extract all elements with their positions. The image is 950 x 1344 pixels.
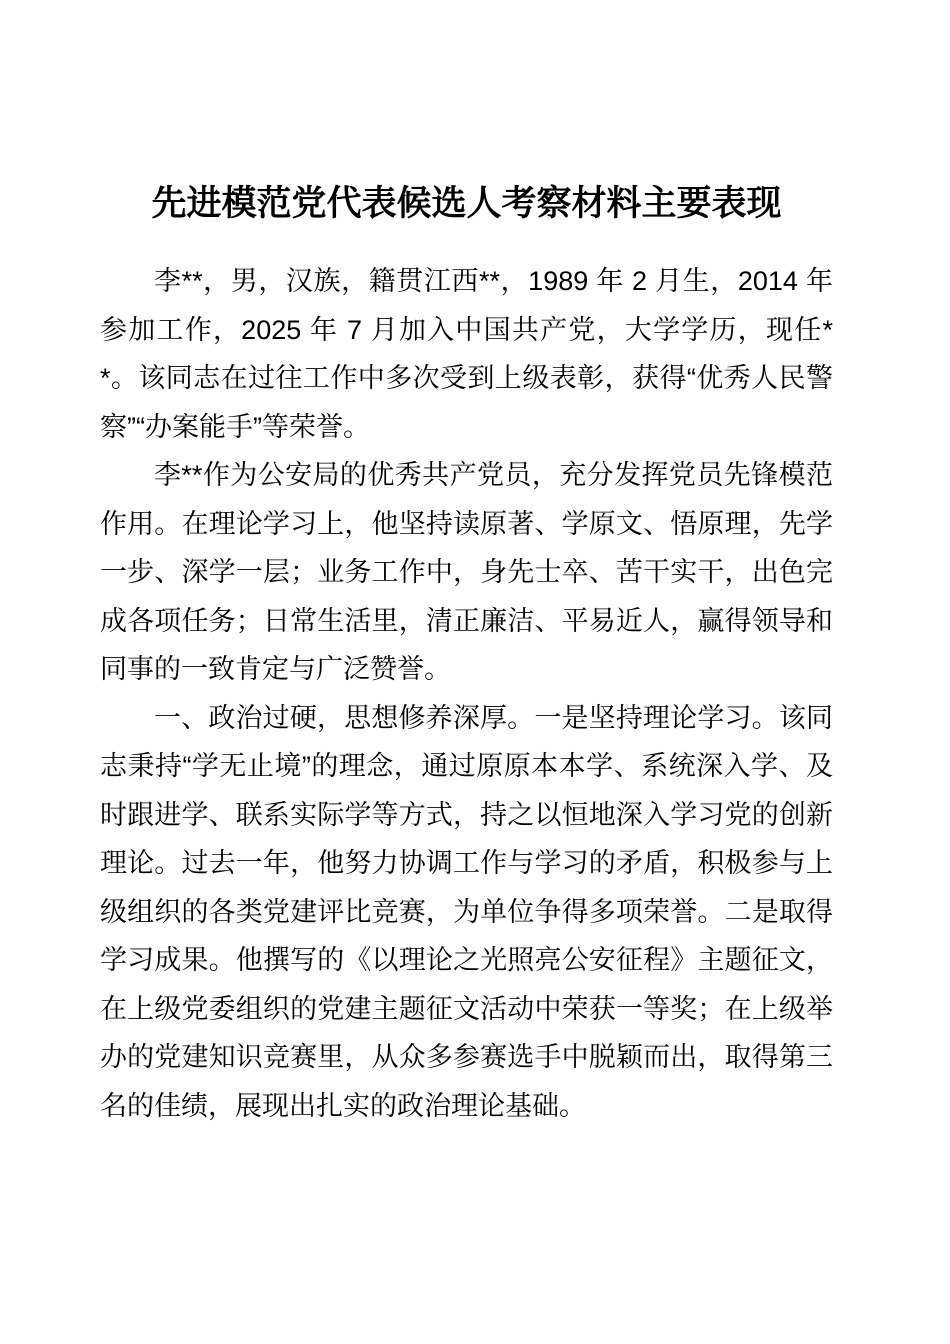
paragraph-basic-info: 李**，男，汉族，籍贯江西**，1989 年 2 月生，2014 年参加工作，2025 年 7 月加入中国共产党，大学学历，现任**。该同志在过往工作中多次受到上级表彰，获得“优秀人民警察”“办案能手”等荣誉。 (100, 266, 833, 442)
paragraph-overview: 李**作为公安局的优秀共产党员，充分发挥党员先锋模范作用。在理论学习上，他坚持读原著、学原文、悟原理，先学一步、深学一层；业务工作中，身先士卒、苦干实干，出色完成各项任务；日常生活里，清正廉洁、平易近人，赢得领导和同事的一致肯定与广泛赞誉。 (100, 460, 833, 684)
document-title: 先进模范党代表候选人考察材料主要表现 (151, 184, 782, 223)
paragraph-section-one: 一、政治过硬，思想修养深厚。一是坚持理论学习。该同志秉持“学无止境”的理念，通过原原本本学、系统深入学、及时跟进学、联系实际学等方式，持之以恒地深入学习党的创新理论。过去一年，他努力协调工作与学习的矛盾，积极参与上级组织的各类党建评比竞赛，为单位争得多项荣誉。二是取得学习成果。他撰写的《以理论之光照亮公安征程》主题征文，在上级党委组织的党建主题征文活动中荣获一等奖；在上级举办的党建知识竞赛里，从众多参赛选手中脱颖而出，取得第三名的佳绩，展现出扎实的政治理论基础。 (100, 702, 833, 1121)
